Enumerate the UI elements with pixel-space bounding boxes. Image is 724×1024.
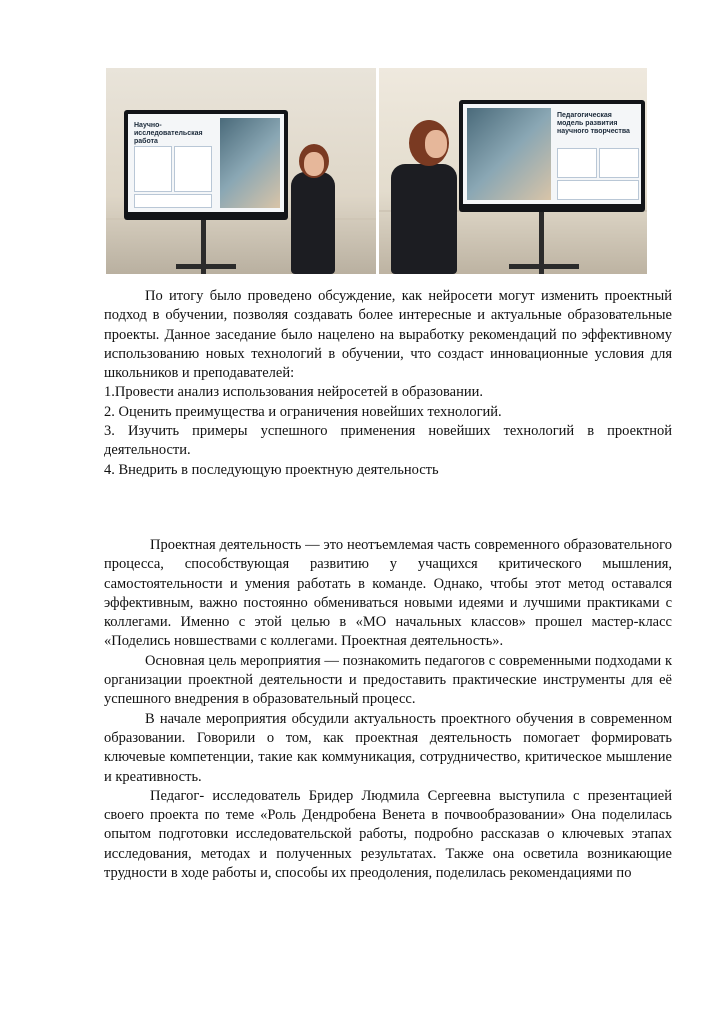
slide-box: [134, 194, 212, 208]
presenter-face: [425, 130, 447, 158]
photo-presentation-left: [106, 68, 376, 274]
list-item: 2. Оценить преимущества и ограничения новейших технологий.: [104, 403, 502, 420]
photo-strip: [106, 68, 647, 274]
interactive-board: [459, 100, 645, 212]
list-item: 1.Провести анализ использования нейросетей в образовании.: [104, 384, 484, 401]
slide-box: [174, 146, 212, 192]
board-stand-base: [176, 264, 236, 269]
summary-block: [104, 287, 672, 480]
paragraph-project-activity: Проектная деятельность — это неотъемлемая часть современного образовательного процесса, способствующая развитию у учащихся критического мышления, самостоятельности и умения работать в команде. Однако, чтобы этот метод оставался эффективным, важно постоянно обмениваться новыми идеями и лучшими практиками с коллегами. Именно с этой целью в «МО начальных классов» прошел мастер-класс «Поделись новшествами с коллегами. Проектная деятельность».: [104, 537, 672, 650]
slide-box: [557, 148, 597, 178]
slide-photo: [467, 108, 551, 200]
presenter-person: [391, 164, 457, 274]
presenter-person: [291, 172, 335, 274]
article-block: [104, 536, 672, 883]
list-item: 4. Внедрить в последующую проектную деятельность: [104, 461, 439, 478]
slide-box: [599, 148, 639, 178]
paragraph-discussion: В начале мероприятия обсудили актуальность проектного обучения в современном образовании. Говорили о том, как проектная деятельность помогает формировать ключевые компетенции, такие как коммуникация, сотрудничество, критическое мышление и креативность.: [104, 710, 672, 785]
board-screen: [128, 114, 284, 212]
list-item: 3. Изучить примеры успешного применения новейших технологий в проектной деятельности.: [104, 423, 672, 459]
slide-title: Педагогическая модель развития научного творчества: [557, 112, 630, 135]
interactive-board: [124, 110, 288, 220]
board-stand-base: [509, 264, 579, 269]
board-screen: [463, 104, 641, 204]
paragraph-main-goal: Основная цель мероприятия — познакомить педагогов с современными подходами к организации проектной деятельности и предоставить практические инструменты для её успешного внедрения в образовательный процесс.: [104, 652, 672, 708]
paragraph-researcher: Педагог- исследователь Бридер Людмила Сергеевна выступила с презентацией своего проекта по теме «Роль Дендробена Венета в почвообразовании» Она поделилась опытом подготовки исследовательской работы, подробно рассказав о ключевых этапах исследования, методах и полученных результатах. Также она осветила возникающие трудности в ходе работы и, способы их преодоления, поделилась рекомендациями по: [104, 787, 672, 882]
paragraph-summary: По итогу было проведено обсуждение, как нейросети могут изменить проектный подход в обучении, позволяя создавать более интересные и актуальные образовательные проекты. Данное заседание было нацелено на выработку рекомендаций по эффективному использованию новых технологий в обучении, что создаст инновационные условия для школьников и преподавателей:: [104, 288, 672, 382]
slide-photo: [220, 118, 280, 208]
presenter-face: [304, 152, 324, 176]
slide-title: Научно-исследовательская работа: [134, 122, 203, 145]
slide-box: [134, 146, 172, 192]
photo-presentation-right: [379, 68, 647, 274]
slide-box: [557, 180, 639, 200]
